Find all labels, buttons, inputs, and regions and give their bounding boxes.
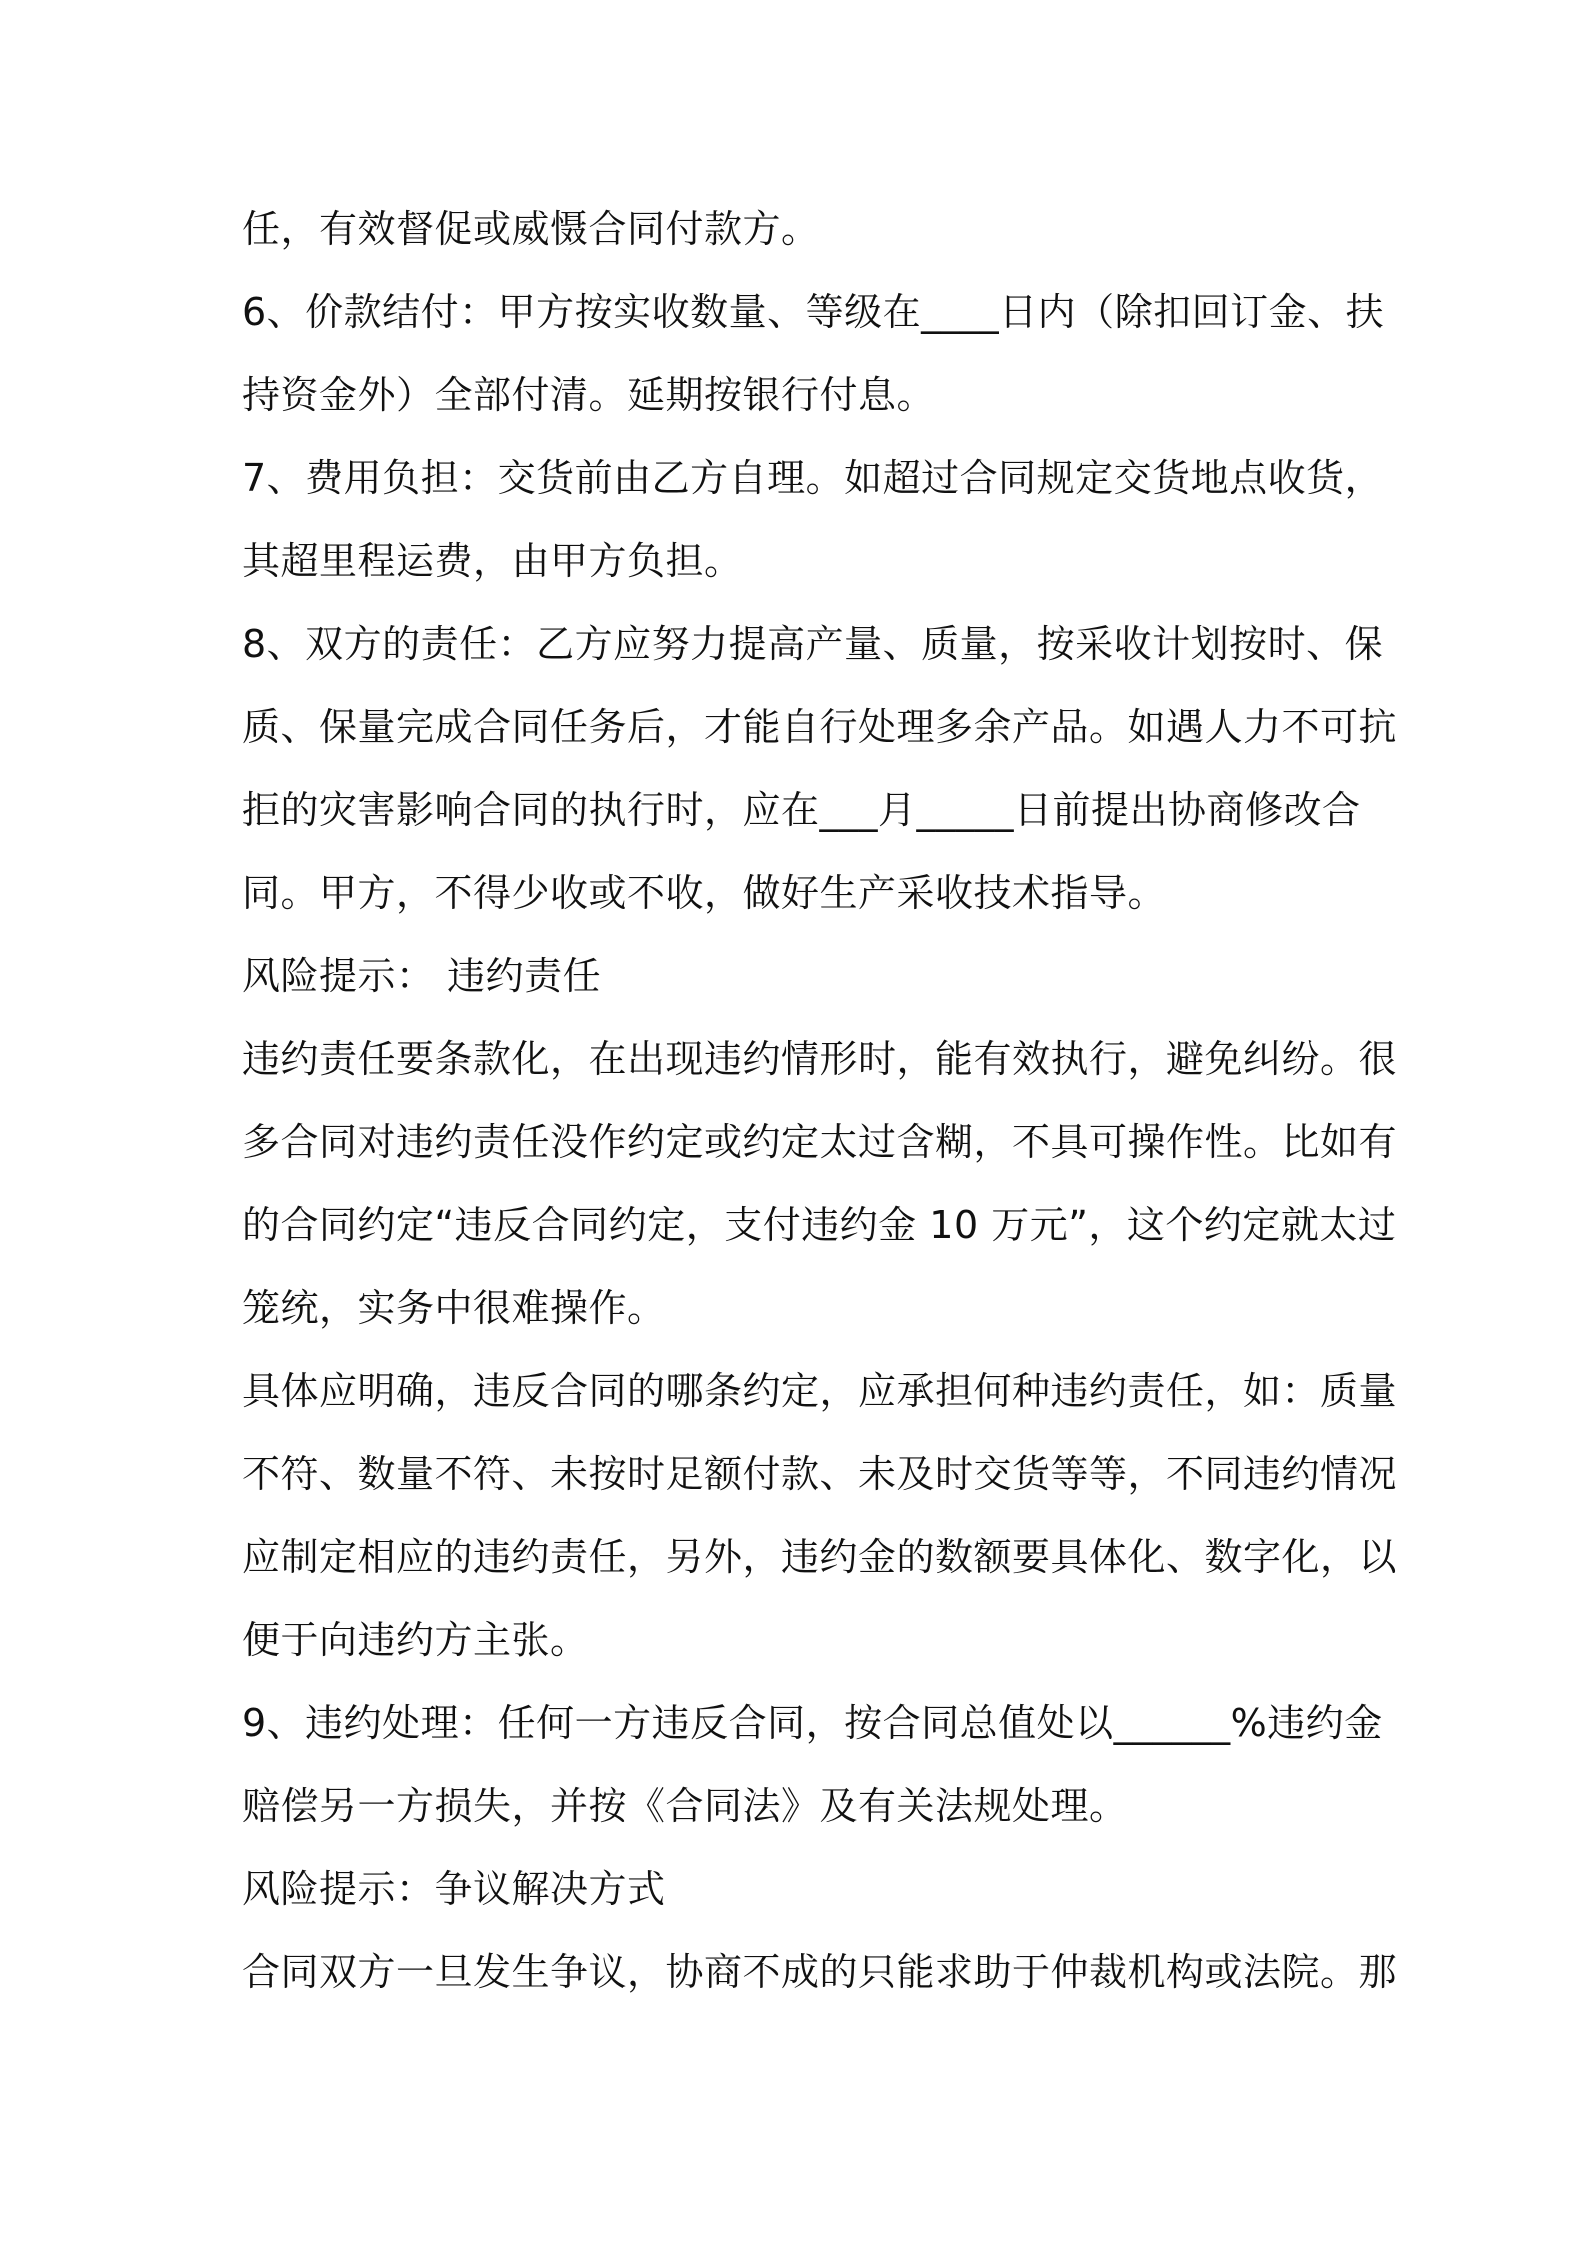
text-line: 任，有效督促或威慑合同付款方。	[242, 207, 820, 251]
text-line: 赔偿另一方损失，并按《合同法》及有关法规处理。	[242, 1784, 1128, 1828]
text-line: 7、费用负担：交货前由乙方自理。如超过合同规定交货地点收货，	[242, 456, 1384, 500]
text-line: 具体应明确，违反合同的哪条约定，应承担何种违约责任，如：质量	[242, 1369, 1398, 1413]
text-line: 质、保量完成合同任务后，才能自行处理多余产品。如遇人力不可抗	[242, 705, 1398, 749]
text-line: 其超里程运费，由甲方负担。	[242, 539, 743, 583]
text-line: 合同双方一旦发生争议，协商不成的只能求助于仲裁机构或法院。那	[242, 1950, 1398, 1994]
text-line: 多合同对违约责任没作约定或约定太过含糊，不具可操作性。比如有	[242, 1120, 1398, 1164]
text-line: 拒的灾害影响合同的执行时，应在___月_____日前提出协商修改合	[242, 788, 1361, 832]
text-line: 的合同约定“违反合同约定，支付违约金 10 万元”，这个约定就太过	[242, 1203, 1397, 1247]
text-line: 应制定相应的违约责任，另外，违约金的数额要具体化、数字化，以	[242, 1535, 1398, 1579]
text-line: 9、违约处理：任何一方违反合同，按合同总值处以______%违约金	[242, 1701, 1383, 1745]
section-heading: 风险提示：争议解决方式	[242, 1867, 666, 1911]
text-line: 6、价款结付：甲方按实收数量、等级在____日内（除扣回订金、扶	[242, 290, 1385, 334]
text-line: 便于向违约方主张。	[242, 1618, 589, 1662]
text-line: 违约责任要条款化，在出现违约情形时，能有效执行，避免纠纷。很	[242, 1037, 1398, 1081]
text-line: 不符、数量不符、未按时足额付款、未及时交货等等，不同违约情况	[242, 1452, 1398, 1496]
text-line: 8、双方的责任：乙方应努力提高产量、质量，按采收计划按时、保	[242, 622, 1384, 666]
text-line: 笼统，实务中很难操作。	[242, 1286, 666, 1330]
text-line: 同。甲方，不得少收或不收，做好生产采收技术指导。	[242, 871, 1167, 915]
section-heading: 风险提示： 违约责任	[242, 954, 602, 998]
text-line: 持资金外）全部付清。延期按银行付息。	[242, 373, 936, 417]
